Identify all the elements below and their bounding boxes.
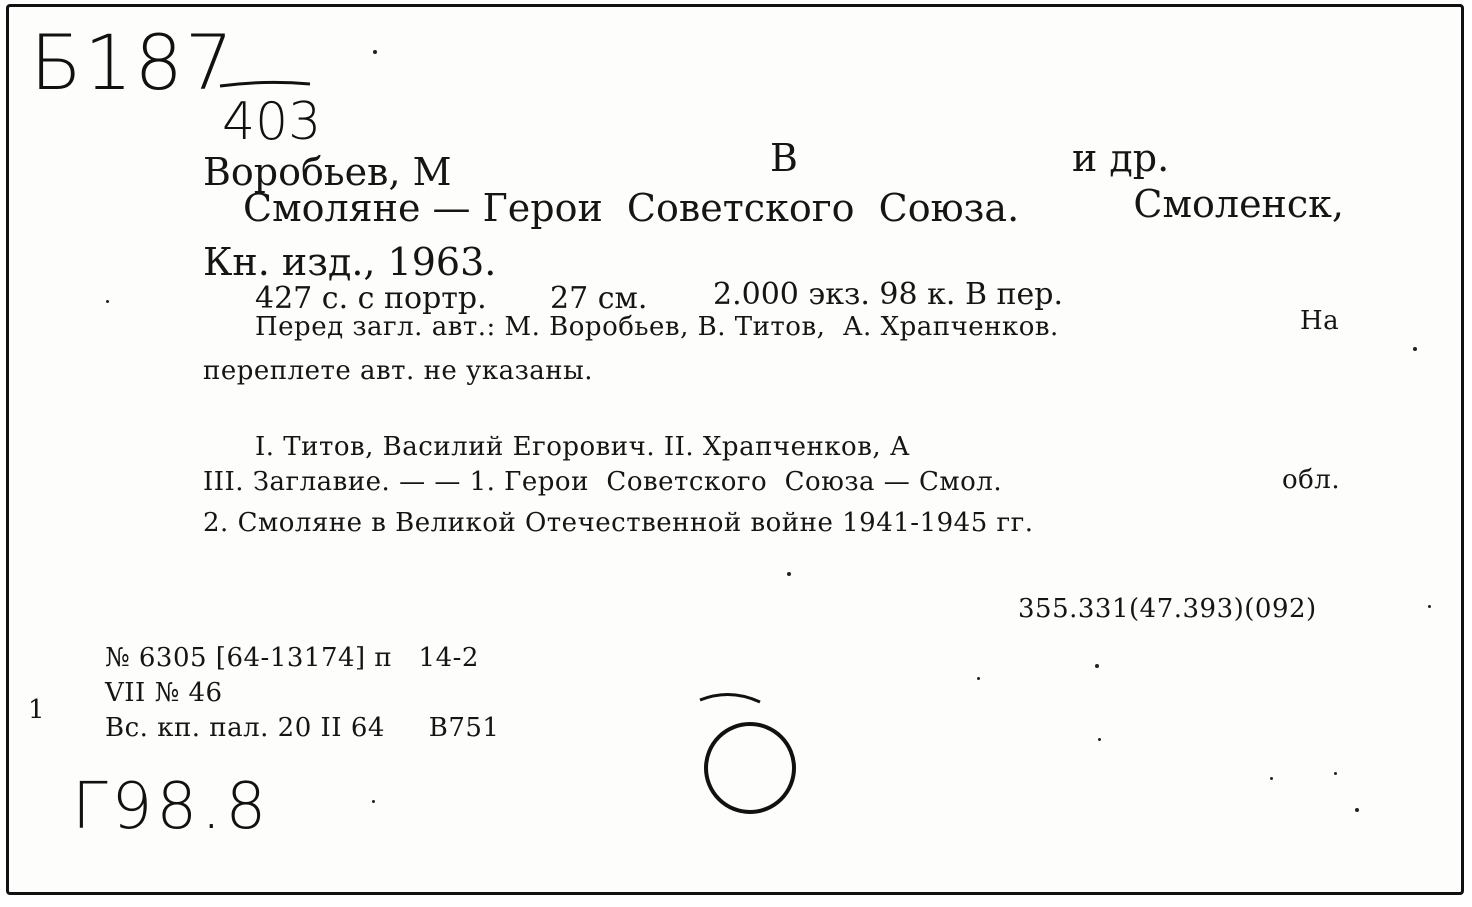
ink-speck <box>1095 664 1099 668</box>
footer-line-2: VII № 46 <box>105 678 223 708</box>
collation-size: 27 см. <box>550 281 648 316</box>
handwritten-subscript: 403 <box>222 92 322 152</box>
ink-speck <box>787 572 791 576</box>
ink-speck <box>373 50 377 54</box>
tracings-line-1: I. Титов, Василий Егорович. II. Храпченков, А <box>255 432 911 462</box>
classification-number: 355.331(47.393)(092) <box>1018 594 1317 624</box>
tracings-line-2: III. Заглавие. — — 1. Герои Советского Союза — Смол. <box>203 467 1003 497</box>
note-line-2: переплете авт. не указаны. <box>203 356 594 386</box>
tracings-line-3: 2. Смоляне в Великой Отечественной войне 1941-1945 гг. <box>203 508 1034 538</box>
collation-pages: 427 с. с портр. <box>255 281 487 316</box>
footer-line-3: Вс. кп. пал. 20 II 64 В751 <box>105 713 500 743</box>
ink-speck <box>1098 738 1101 741</box>
ink-speck <box>372 800 375 803</box>
publication-place: Смоленск, <box>1133 182 1344 226</box>
handwritten-shelf-mark: Б187 <box>30 18 236 107</box>
ink-speck <box>1270 777 1273 780</box>
et-al: и др. <box>1072 136 1170 180</box>
margin-mark: 1 <box>28 695 46 725</box>
handwritten-underline <box>220 82 310 86</box>
ink-speck <box>977 677 980 680</box>
tracings-line-2-end: обл. <box>1282 465 1341 495</box>
note-line-1: Перед загл. авт.: М. Воробьев, В. Титов, А. Храпченков. <box>255 312 1059 342</box>
handwritten-bottom-code: Г98.8 <box>72 770 271 844</box>
author-heading: Воробьев, М <box>203 150 452 194</box>
handwritten-arc <box>700 694 760 702</box>
ink-speck <box>1334 772 1337 775</box>
note-line-1-end: На <box>1300 306 1340 336</box>
author-initial: В <box>770 136 798 180</box>
footer-line-1: № 6305 [64-13174] п 14-2 <box>105 643 479 673</box>
card-title: Смоляне — Герои Советского Союза. <box>243 186 1020 230</box>
collation-copies-price: 2.000 экз. 98 к. В пер. <box>713 277 1064 312</box>
ink-speck <box>106 300 109 303</box>
punched-circle <box>706 724 794 812</box>
ink-speck <box>1413 347 1417 351</box>
ink-speck <box>1355 808 1359 812</box>
imprint: Кн. изд., 1963. <box>203 240 497 284</box>
ink-speck <box>1428 605 1431 608</box>
